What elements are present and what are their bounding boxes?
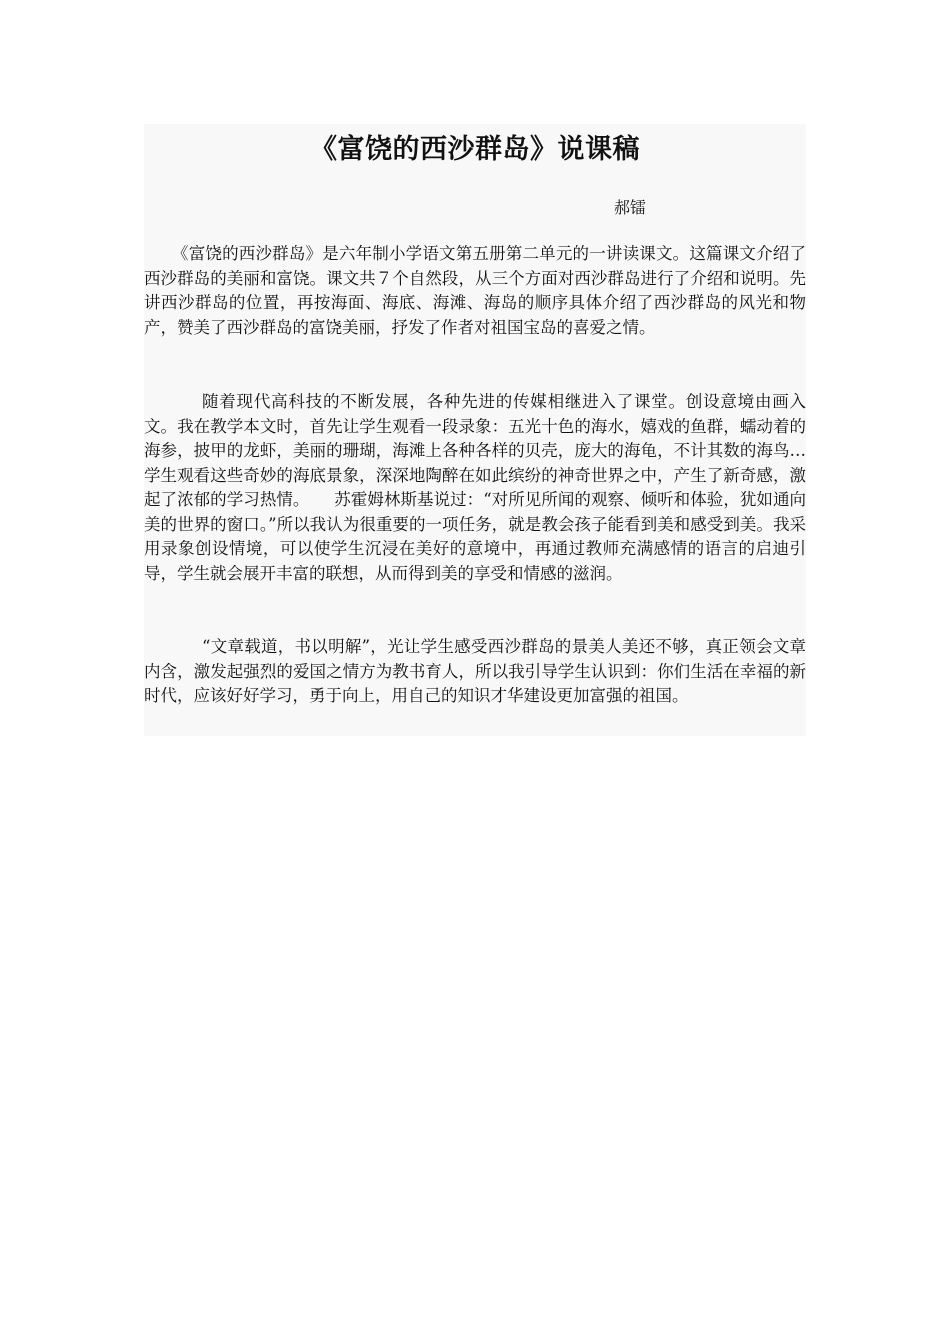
paragraph-2: 随着现代高科技的不断发展，各种先进的传媒相继进入了课堂。创设意境由画入文。我在教学本文时，首先让学生观看一段录象：五光十色的海水，嬉戏的鱼群，蠕动着的海参，披甲的龙虾，美丽的珊瑚，海滩上各种各样的贝壳，庞大的海龟，不计其数的海鸟…学生观看这些奇妙的海底景象，深深地陶醉在如此缤纷的神奇世界之中，产生了新奇感，激起了浓郁的学习热情。 苏霍姆林斯基说过：“对所见所闻的观察、倾听和体验，犹如通向美的世界的窗口。”所以我认为很重要的一项任务，就是教会孩子能看到美和感受到美。我采用录象创设情境，可以使学生沉浸在美好的意境中，再通过教师充满感情的语言的启迪引导，学生就会展开丰富的联想，从而得到美的享受和情感的滋润。 xyxy=(144,392,806,583)
document-author: 郝镭 xyxy=(614,198,647,217)
paragraph-3: “文章载道，书以明解”，光让学生感受西沙群岛的景美人美还不够，真正领会文章内含，激发起强烈的爱国之情方为教书育人，所以我引导学生认识到：你们生活在幸福的新时代，应该好好学习，勇于向上，用自己的知识才华建设更加富强的祖国。 xyxy=(144,637,806,705)
paragraph-1: 《富饶的西沙群岛》是六年制小学语文第五册第二单元的一讲读课文。这篇课文介绍了西沙群岛的美丽和富饶。课文共７个自然段，从三个方面对西沙群岛进行了介绍和说明。先讲西沙群岛的位置，再按海面、海底、海滩、海岛的顺序具体介绍了西沙群岛的风光和物产，赞美了西沙群岛的富饶美丽，抒发了作者对祖国宝岛的喜爱之情。 xyxy=(144,244,806,337)
document-title: 《富饶的西沙群岛》说课稿 xyxy=(310,134,640,165)
document-body xyxy=(144,124,806,736)
